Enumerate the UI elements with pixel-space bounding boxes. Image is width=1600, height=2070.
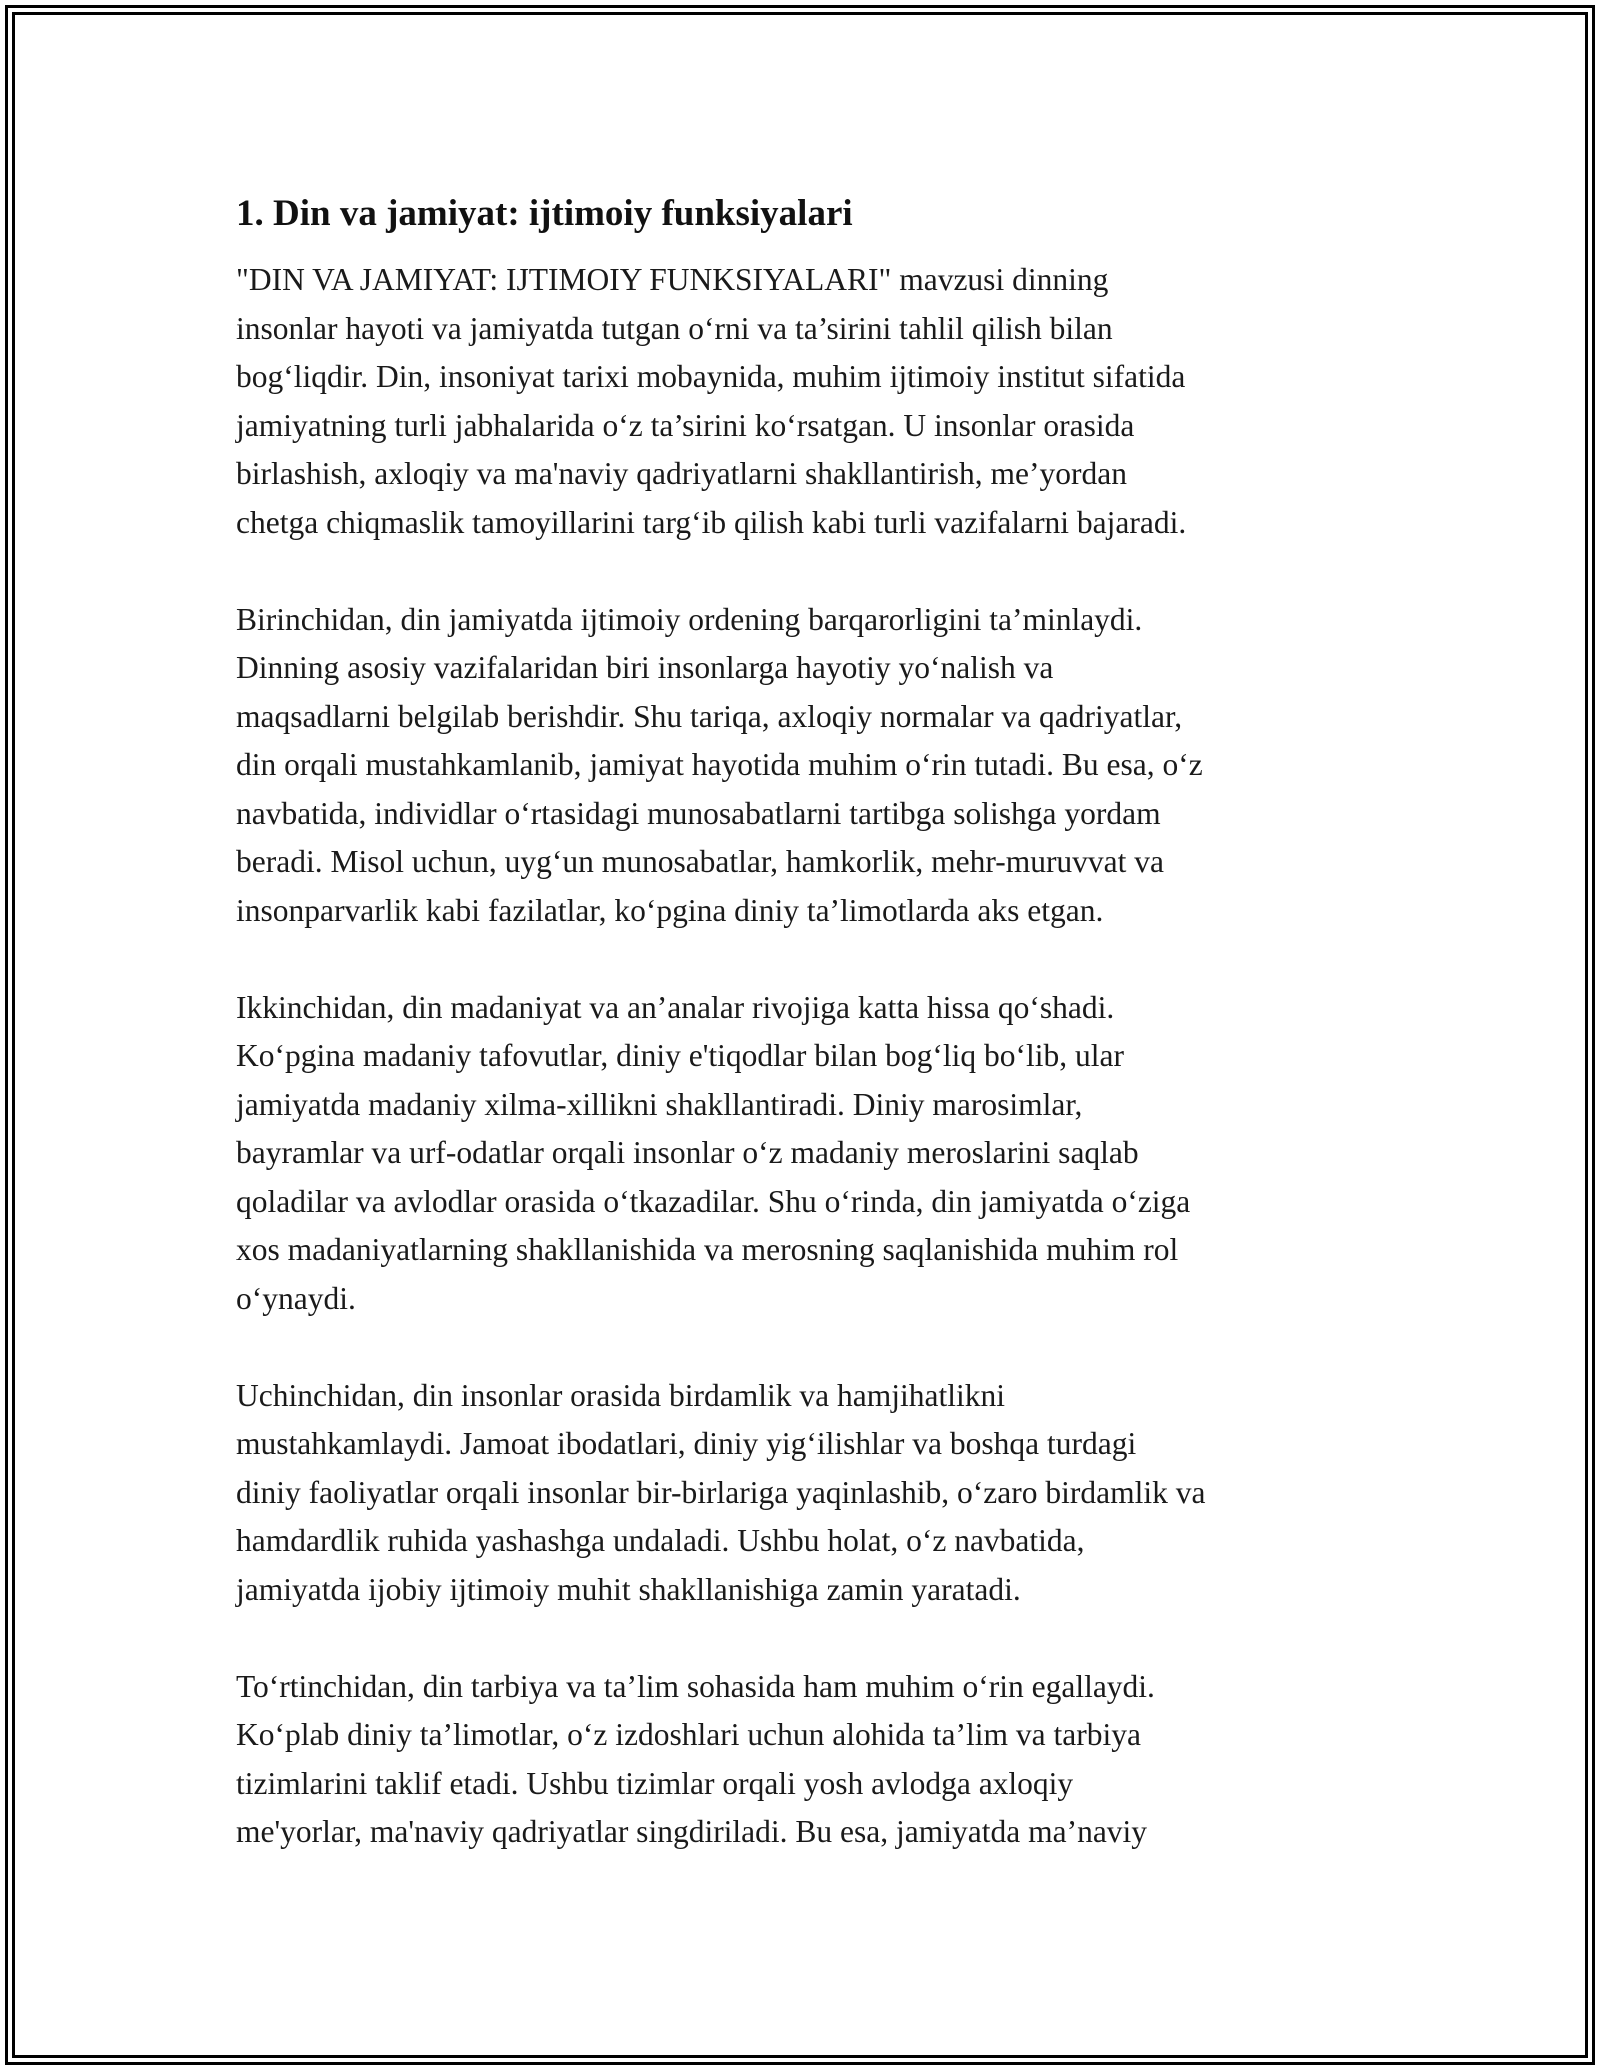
text-line: mustahkamlaydi. Jamoat ibodatlari, diniy yig‘ilishlar va boshqa turdagi [236,1426,1137,1461]
text-line: birlashish, axloqiy va ma'naviy qadriyatlarni shakllantirish, me’yordan [236,456,1127,491]
text-line: insonlar hayoti va jamiyatda tutgan o‘rni va ta’sirini tahlil qilish bilan [236,310,1113,346]
paragraph-intro [236,256,1376,547]
text-line: me'yorlar, ma'naviy qadriyatlar singdiriladi. Bu esa, jamiyatda ma’naviy [236,1814,1148,1849]
text-line: Ikkinchidan, din madaniyat va an’analar rivojiga katta hissa qo‘shadi. [236,989,1115,1025]
section-heading: 1. Din va jamiyat: ijtimoiy funksiyalari [236,193,853,234]
text-line: Uchinchidan, din insonlar orasida birdamlik va hamjihatlikni [236,1377,1005,1413]
text-line: diniy faoliyatlar orqali insonlar bir-birlariga yaqinlashib, o‘zaro birdamlik va [236,1474,1206,1510]
text-line: Ko‘pgina madaniy tafovutlar, diniy e'tiqodlar bilan bog‘liq bo‘lib, ular [236,1038,1124,1073]
text-line: Ko‘plab diniy ta’limotlar, o‘z izdoshlari uchun alohida ta’lim va tarbiya [236,1717,1141,1752]
text-line: maqsadlarni belgilab berishdir. Shu tariqa, axloqiy normalar va qadriyatlar, [236,698,1183,734]
text-line: din orqali mustahkamlanib, jamiyat hayotida muhim o‘rin tutadi. Bu esa, o‘z [236,747,1203,782]
text-line: navbatida, individlar o‘rtasidagi munosabatlarni tartibga solishga yordam [236,795,1161,831]
text-line: "DIN VA JAMIYAT: IJTIMOIY FUNKSIYALARI" mavzusi dinning [236,262,1109,297]
paragraph-second [236,984,1376,1324]
text-line: chetga chiqmaslik tamoyillarini targ‘ib qilish kabi turli vazifalarni bajaradi. [236,504,1187,540]
paragraph-fourth [236,1663,1376,1857]
text-line: jamiyatda madaniy xilma-xillikni shakllantiradi. Diniy marosimlar, [236,1086,1083,1122]
text-line: bayramlar va urf-odatlar orqali insonlar o‘z madaniy meroslarini saqlab [236,1135,1139,1170]
text-line: tizimlarini taklif etadi. Ushbu tizimlar orqali yosh avlodga axloqiy [236,1765,1074,1801]
document-body [236,186,1376,1905]
paragraph-first [236,596,1376,936]
paragraph-third [236,1372,1376,1615]
text-line: jamiyatning turli jabhalarida o‘z ta’sirini ko‘rsatgan. U insonlar orasida [236,407,1135,443]
text-line: hamdardlik ruhida yashashga undaladi. Ushbu holat, o‘z navbatida, [236,1523,1085,1558]
text-line: o‘ynaydi. [236,1280,356,1316]
text-line: To‘rtinchidan, din tarbiya va ta’lim sohasida ham muhim o‘rin egallaydi. [236,1668,1155,1704]
text-line: xos madaniyatlarning shakllanishida va merosning saqlanishida muhim rol [236,1232,1179,1267]
text-line: Birinchidan, din jamiyatda ijtimoiy ordening barqarorligini ta’minlaydi. [236,601,1143,637]
text-line: beradi. Misol uchun, uyg‘un munosabatlar, hamkorlik, mehr-muruvvat va [236,844,1165,879]
text-line: bog‘liqdir. Din, insoniyat tarixi mobaynida, muhim ijtimoiy institut sifatida [236,359,1186,394]
text-line: jamiyatda ijobiy ijtimoiy muhit shakllanishiga zamin yaratadi. [236,1571,1021,1607]
text-line: qoladilar va avlodlar orasida o‘tkazadilar. Shu o‘rinda, din jamiyatda o‘ziga [236,1183,1191,1219]
text-line: insonparvarlik kabi fazilatlar, ko‘pgina diniy ta’limotlarda aks etgan. [236,892,1104,928]
text-line: Dinning asosiy vazifalaridan biri insonlarga hayotiy yo‘nalish va [236,650,1054,685]
